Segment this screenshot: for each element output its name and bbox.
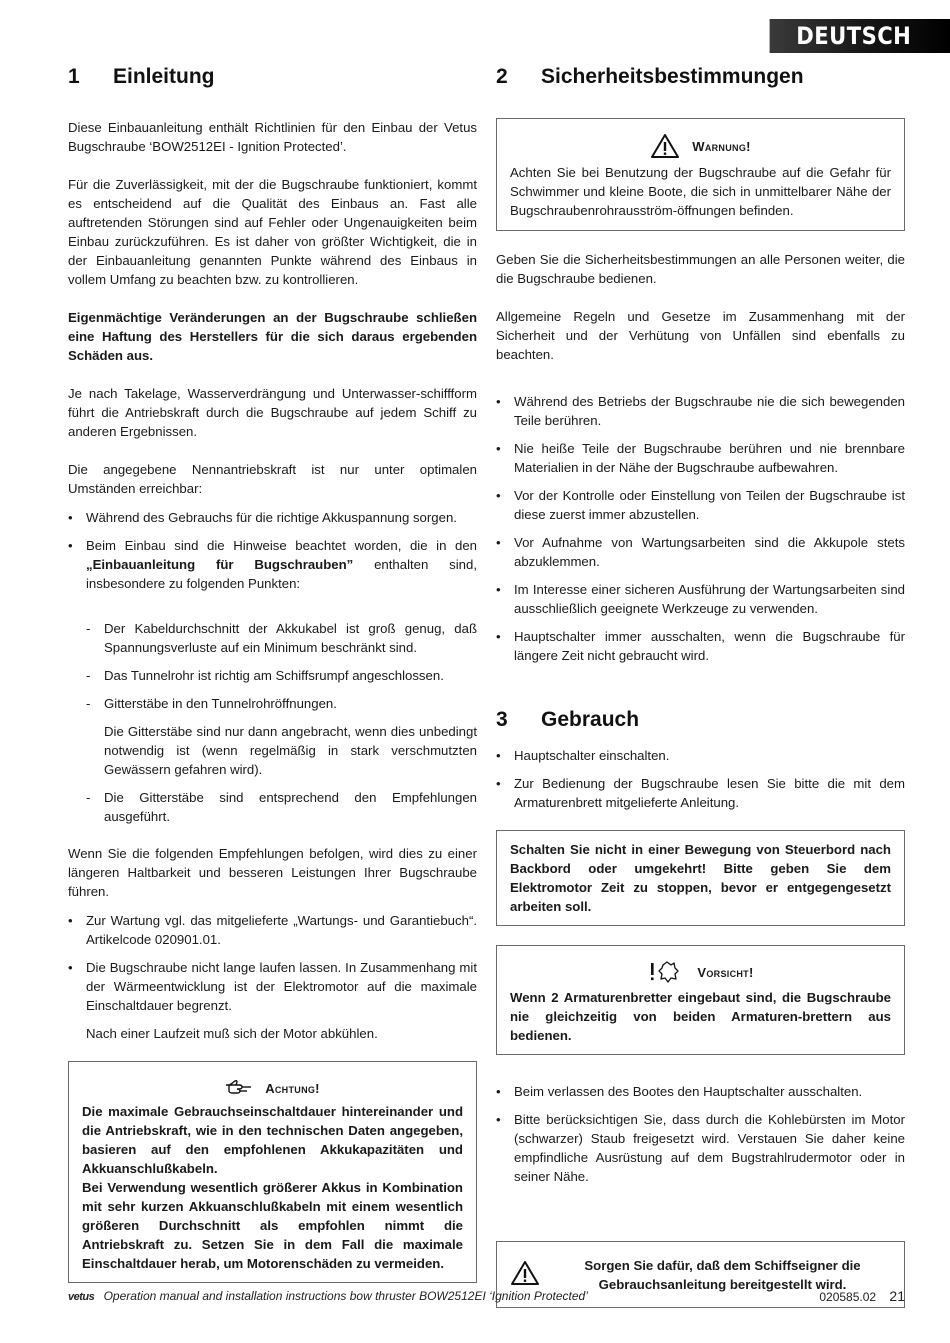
list-item: - Der Kabeldurchschnitt der Akkukabel ist groß genug, daß Spannungsverluste auf ein Minimum beschränkt sind.	[86, 619, 477, 657]
vorsicht-heading	[510, 960, 891, 984]
achtung-heading	[82, 1080, 463, 1096]
warning-triangle-icon	[650, 133, 680, 159]
vorsicht-label: Vorsicht!	[697, 964, 754, 980]
list-item-note: Die Gitterstäbe sind nur dann angebracht, wenn dies unbedingt notwendig ist (wenn regelmäßig in stark verschmutzten Gewässern gefahren wird).	[104, 724, 477, 777]
achtung-text: Die maximale Gebrauchseinschaltdauer hintereinander und die Antriebskraft, wie in den technischen Daten angegeben, basieren auf den empfohlenen Akkukapazitäten und Akkuanschlußkabeln.	[82, 1104, 463, 1176]
caution-exclamation-icon	[647, 960, 685, 984]
performance-paragraph: Je nach Takelage, Wasserverdrängung und Unterwasser-schiffform führt die Antriebskraft durch die Bugschraube auf jedem Schiff zu anderen Ergebnissen.	[68, 386, 477, 439]
section-number: 1	[68, 65, 80, 88]
section-number: 2	[496, 65, 508, 88]
list-item: • Vor Aufnahme von Wartungsarbeiten sind die Akkupole stets abzuklemmen.	[496, 533, 905, 571]
page-footer	[68, 1286, 905, 1306]
list-item: • Im Interesse einer sicheren Ausführung der Wartungsarbeiten sind ausschließlich geeignete Werkzeuge zu verwenden.	[496, 580, 905, 618]
section-title: Sicherheitsbestimmungen	[541, 65, 804, 88]
list-item	[68, 958, 477, 1043]
warnung-label: Warnung!	[692, 138, 751, 154]
list-item	[68, 536, 477, 593]
footer-right	[819, 1286, 905, 1307]
section-3-heading	[496, 705, 905, 735]
achtung-label: Achtung!	[265, 1080, 320, 1096]
list-item-text: Die Bugschraube nicht lange laufen lassen. In Zusammenhang mit der Wärmeentwicklung ist der Elektromotor auf die maximale Einschaltdauer begrenzt.	[86, 960, 477, 1013]
section-2-heading	[496, 62, 905, 92]
list-item: - Das Tunnelrohr ist richtig am Schiffsrumpf angeschlossen.	[86, 666, 477, 685]
conditions-list	[68, 508, 477, 593]
notice-box	[496, 830, 905, 926]
vorsicht-text: Wenn 2 Armaturenbretter eingebaut sind, die Bugschraube nie gleichzeitig von beiden Armaturen-brettern aus bedienen.	[510, 990, 891, 1043]
list-item: • Beim verlassen des Bootes den Hauptschalter ausschalten.	[496, 1082, 905, 1101]
departure-list	[496, 1082, 905, 1186]
intro-paragraph: Diese Einbauanleitung enthält Richtlinien für den Einbau der Vetus Bugschraube ‘BOW2512EI - Ignition Protected’.	[68, 120, 477, 154]
list-item: • Bitte berücksichtigen Sie, dass durch die Kohlebürsten im Motor (schwarzer) Staub freigesetzt wird. Verstauen Sie daher keine empfindliche Ausrüstung auf dem Bugstrahlrudermotor oder in seiner Nähe.	[496, 1110, 905, 1186]
page-number: 21	[889, 1288, 905, 1304]
section-1-heading	[68, 62, 477, 92]
safety-paragraph: Geben Sie die Sicherheitsbestimmungen an alle Personen weiter, die die Bugschraube bedienen.	[496, 252, 905, 286]
usage-list	[496, 746, 905, 812]
list-item-note: Nach einer Laufzeit muß sich der Motor abkühlen.	[86, 1026, 378, 1041]
list-item: • Während des Betriebs der Bugschraube nie die sich bewegenden Teile berühren.	[496, 392, 905, 430]
list-item	[86, 694, 477, 779]
liability-paragraph: Eigenmächtige Veränderungen an der Bugschraube schließen eine Haftung des Herstellers für die sich daraus ergebenden Schäden aus.	[68, 310, 477, 363]
handover-text: Sorgen Sie dafür, daß dem Schiffseigner die Gebrauchsanleitung bereitgestellt wird.	[584, 1258, 861, 1292]
list-item: • Vor der Kontrolle oder Einstellung von Teilen der Bugschraube ist diese zuerst immer abzustellen.	[496, 486, 905, 524]
document-code: 020585.02	[819, 1290, 877, 1304]
achtung-box	[68, 1061, 477, 1283]
list-item: • Während des Gebrauchs für die richtige Akkuspannung sorgen.	[68, 508, 477, 527]
manual-reference: „Einbauanleitung für Bugschrauben”	[86, 557, 354, 572]
notice-text: Schalten Sie nicht in einer Bewegung von Steuerbord nach Backbord oder umgekehrt! Bitte geben Sie dem Elektromotor Zeit zu stoppen, bevor er entgegengesetzt arbeiten soll.	[510, 842, 891, 914]
list-item-text: Beim Einbau sind die Hinweise beachtet worden, die in den	[86, 538, 477, 553]
language-tab: DEUTSCH	[770, 19, 950, 53]
list-item: • Hauptschalter immer ausschalten, wenn die Bugschraube für längere Zeit nicht gebraucht wird.	[496, 627, 905, 665]
right-column	[496, 62, 905, 1308]
list-item: • Zur Wartung vgl. das mitgelieferte „Wartungs- und Garantiebuch“. Artikelcode 020901.01.	[68, 911, 477, 949]
warnung-text: Achten Sie bei Benutzung der Bugschraube auf die Gefahr für Schwimmer und kleine Boote, die sich in unmittelbarer Nähe der Bugschraubenrohrausström-öffnungen befinden.	[510, 165, 891, 218]
list-item-text: Gitterstäbe in den Tunnelrohröffnungen.	[104, 696, 337, 711]
warnung-box	[496, 118, 905, 231]
pointing-hand-icon	[225, 1080, 253, 1096]
section-title: Einleitung	[113, 65, 215, 88]
list-item: - Die Gitterstäbe sind entsprechend den Empfehlungen ausgeführt.	[86, 788, 477, 826]
regulations-paragraph: Allgemeine Regeln und Gesetze im Zusammenhang mit der Sicherheit und der Verhütung von Unfällen sind ebenfalls zu beachten.	[496, 309, 905, 362]
recommendations-paragraph: Wenn Sie die folgenden Empfehlungen befolgen, wird dies zu einer längeren Haltbarkeit und besseren Leistungen Ihrer Bugschraube führen.	[68, 846, 477, 899]
vetus-logo: vetus	[68, 1291, 95, 1303]
vorsicht-box	[496, 945, 905, 1055]
safety-list	[496, 392, 905, 665]
section-title: Gebrauch	[541, 708, 640, 731]
conditions-paragraph: Die angegebene Nennantriebskraft ist nur unter optimalen Umständen erreichbar:	[68, 462, 477, 496]
section-number: 3	[496, 708, 508, 731]
list-item-text: enthalten sind, insbesondere zu folgenden Punkten:	[86, 557, 477, 591]
list-item: • Hauptschalter einschalten.	[496, 746, 905, 765]
list-item: • Zur Bedienung der Bugschraube lesen Sie bitte die mit dem Armaturenbrett mitgelieferte Anleitung.	[496, 774, 905, 812]
achtung-text: Bei Verwendung wesentlich größerer Akkus in Kombination mit sehr kurzen Akkuanschlußkabeln mit einem wesentlich größeren Durchschnitt als empfohlen nimmt die Antriebskraft zu. Setzen Sie in dem Fall die maximale Einschaltdauer herab, um Motorenschäden zu vermeiden.	[82, 1180, 463, 1271]
left-column	[68, 62, 477, 1283]
footer-title: Operation manual and installation instructions bow thruster BOW2512EI ‘Ignition Protected’	[103, 1289, 588, 1303]
warnung-heading	[510, 133, 891, 159]
reliability-paragraph: Für die Zuverlässigkeit, mit der die Bugschraube funktioniert, kommt es entscheidend auf die Qualität des Einbaus an. Fast alle auftretenden Störungen sind auf Fehler oder Ungenauigkeiten beim Einbau zurückzuführen. Es ist daher von größter Wichtigkeit, die in der Einbauanleitung genannten Punkte während des Einbaus in vollem Umfang zu beachten bzw. zu kontrollieren.	[68, 177, 477, 287]
installation-points-list	[68, 619, 477, 826]
recommendations-list	[68, 911, 477, 1043]
list-item: • Nie heiße Teile der Bugschraube berühren und nie brennbare Materialien in der Nähe der Bugschraube aufbewahren.	[496, 439, 905, 477]
